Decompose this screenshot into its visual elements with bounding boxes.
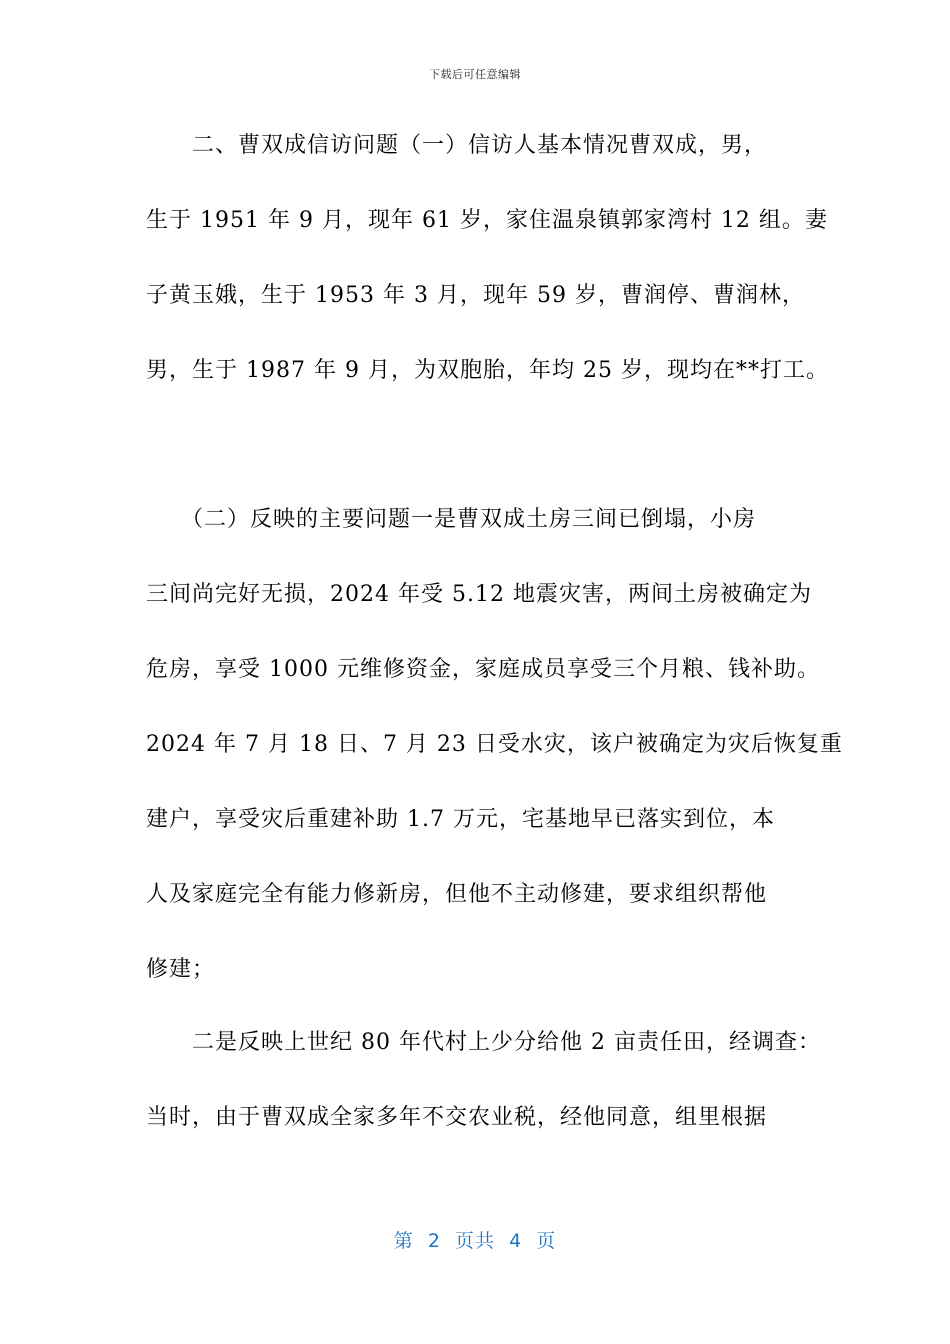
text-line: 危房，享受 1000 元维修资金，家庭成员享受三个月粮、钱补助。 (146, 657, 820, 682)
text-line: 当时，由于曹双成全家多年不交农业税，经他同意，组里根据 (146, 1105, 768, 1130)
text-line: 人及家庭完全有能力修新房，但他不主动修建，要求组织帮他 (146, 882, 768, 907)
text-line: 二是反映上世纪 80 年代村上少分给他 2 亩责任田，经调查： (146, 1030, 821, 1055)
page-number-footer: 第 2 页共 4 页 (393, 1230, 557, 1252)
text-line: 子黄玉娥，生于 1953 年 3 月，现年 59 岁，曹润停、曹润林， (146, 283, 805, 308)
text-line: 2024 年 7 月 18 日、7 月 23 日受水灾，该户被确定为灾后恢复重 (146, 732, 843, 757)
text-line: （二）反映的主要问题一是曹双成土房三间已倒塌，小房 (146, 507, 757, 532)
text-line: 二、曹双成信访问题（一）信访人基本情况曹双成，男， (146, 133, 768, 158)
paragraph-2 (146, 482, 843, 1007)
text-line: 男，生于 1987 年 9 月，为双胞胎，年均 25 岁，现均在**打工。 (146, 358, 829, 383)
paragraph-1 (146, 108, 829, 408)
header-note: 下载后可任意编辑 (429, 68, 521, 81)
paragraph-3 (146, 1005, 826, 1155)
text-line: 修建； (146, 957, 216, 982)
text-line: 生于 1951 年 9 月，现年 61 岁，家住温泉镇郭家湾村 12 组。妻 (146, 208, 828, 233)
text-line: 建户，享受灾后重建补助 1.7 万元，宅基地早已落实到位，本 (146, 807, 775, 832)
text-line: 三间尚完好无损，2024 年受 5.12 地震灾害，两间土房被确定为 (146, 582, 812, 607)
